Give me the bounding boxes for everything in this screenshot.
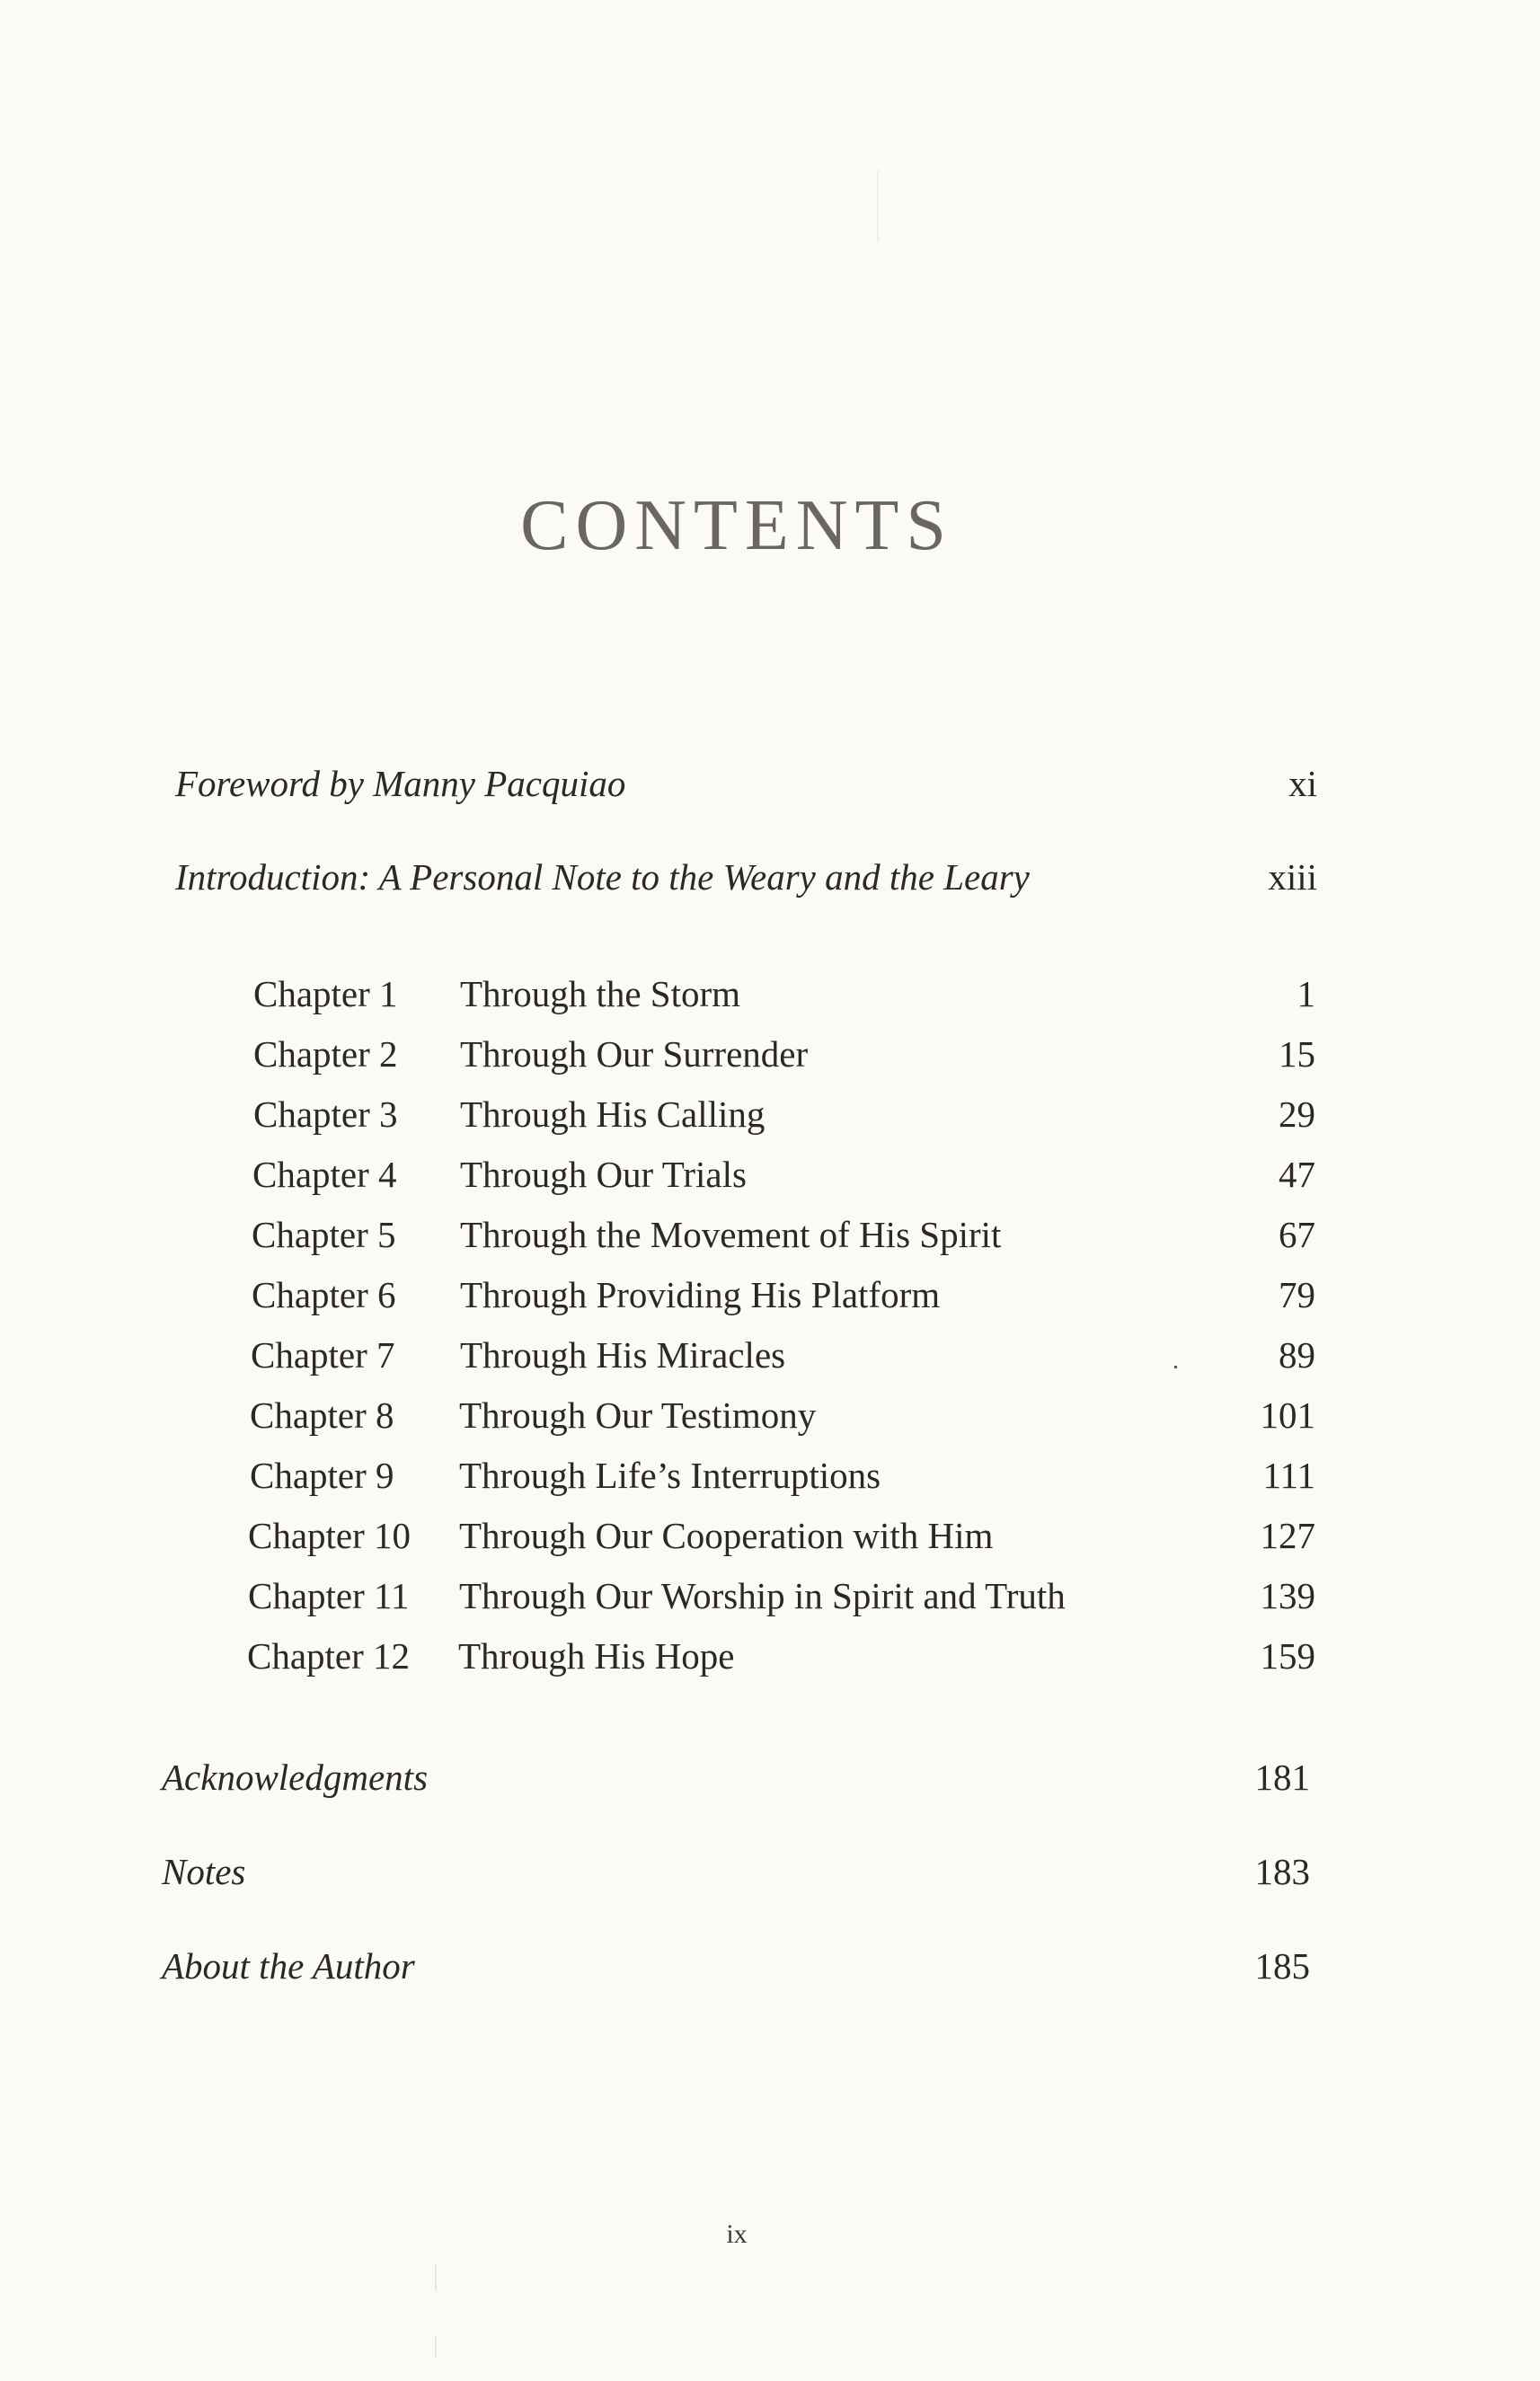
chapter-title: Through Life’s Interruptions bbox=[459, 1455, 881, 1496]
entry-page-number: xi bbox=[1288, 763, 1317, 804]
chapter-label: Chapter 7 bbox=[251, 1334, 395, 1376]
entry-page-number: 183 bbox=[1254, 1851, 1310, 1892]
chapter-label: Chapter 5 bbox=[252, 1214, 396, 1255]
chapter-label: Chapter 10 bbox=[248, 1515, 412, 1556]
chapter-page-number: 15 bbox=[1279, 1033, 1315, 1075]
chapter-label: Chapter 8 bbox=[250, 1394, 394, 1436]
chapter-page-number: 79 bbox=[1279, 1274, 1315, 1315]
toc-entry-foreword bbox=[0, 762, 1540, 816]
page-number: ix bbox=[726, 2219, 748, 2249]
chapter-label: Chapter 2 bbox=[253, 1033, 398, 1075]
chapter-page-number: 89 bbox=[1279, 1334, 1315, 1376]
chapter-label: Chapter 12 bbox=[247, 1635, 411, 1677]
toc-entry-acknowledgments bbox=[0, 1756, 1540, 1810]
entry-page-number: 185 bbox=[1254, 1945, 1310, 1987]
entry-page-number: 181 bbox=[1254, 1757, 1310, 1798]
chapter-page-number: 111 bbox=[1262, 1455, 1315, 1496]
chapter-page-number: 29 bbox=[1279, 1093, 1315, 1135]
toc-chapter-row bbox=[0, 1093, 1540, 1148]
chapter-page-number: 127 bbox=[1260, 1515, 1315, 1556]
entry-title: Notes bbox=[162, 1851, 246, 1892]
chapter-title: Through Our Trials bbox=[460, 1154, 747, 1195]
toc-chapter-row bbox=[0, 1454, 1540, 1509]
toc-chapter-row bbox=[0, 1394, 1540, 1449]
chapter-label: Chapter 4 bbox=[252, 1154, 397, 1195]
toc-chapter-row bbox=[0, 1273, 1540, 1329]
toc-chapter-row bbox=[0, 1032, 1540, 1088]
chapter-page-number: 101 bbox=[1260, 1394, 1315, 1436]
chapter-title: Through the Storm bbox=[460, 973, 741, 1014]
entry-title: Foreword by Manny Pacquiao bbox=[175, 763, 626, 804]
toc-chapter-row bbox=[0, 1634, 1540, 1690]
chapter-title: Through His Calling bbox=[460, 1093, 766, 1135]
chapter-title: Through His Hope bbox=[458, 1635, 735, 1677]
entry-title: Acknowledgments bbox=[162, 1757, 429, 1798]
chapter-title: Through His Miracles bbox=[460, 1334, 786, 1376]
toc-entry-introduction bbox=[0, 855, 1540, 909]
chapter-label: Chapter 3 bbox=[253, 1093, 398, 1135]
toc-entry-notes bbox=[0, 1850, 1540, 1904]
scan-mark bbox=[435, 2264, 437, 2291]
chapter-label: Chapter 1 bbox=[253, 973, 398, 1014]
scan-mark bbox=[435, 2336, 437, 2359]
chapter-page-number: 139 bbox=[1260, 1575, 1315, 1616]
toc-entry-about-the-author bbox=[0, 1944, 1540, 1998]
chapter-title: Through Our Worship in Spirit and Truth bbox=[459, 1575, 1066, 1616]
chapter-label: Chapter 6 bbox=[252, 1274, 396, 1315]
chapter-title: Through the Movement of His Spirit bbox=[460, 1214, 1002, 1255]
toc-chapter-row bbox=[0, 1213, 1540, 1269]
chapter-label: Chapter 11 bbox=[248, 1575, 410, 1616]
chapter-page-number: 67 bbox=[1279, 1214, 1315, 1255]
chapter-title: Through Our Surrender bbox=[460, 1033, 809, 1075]
toc-chapter-row bbox=[0, 1574, 1540, 1630]
chapter-title: Through Providing His Platform bbox=[460, 1274, 941, 1315]
page-title: CONTENTS bbox=[520, 486, 953, 565]
toc-chapter-row bbox=[0, 1514, 1540, 1570]
entry-page-number: xiii bbox=[1268, 856, 1317, 898]
scan-mark bbox=[877, 171, 879, 243]
scan-mark bbox=[1174, 1366, 1177, 1368]
chapter-page-number: 1 bbox=[1297, 973, 1315, 1014]
chapter-title: Through Our Cooperation with Him bbox=[459, 1515, 994, 1556]
toc-chapter-row bbox=[0, 1333, 1540, 1389]
chapter-page-number: 159 bbox=[1260, 1635, 1315, 1677]
toc-chapter-row bbox=[0, 972, 1540, 1028]
entry-title: Introduction: A Personal Note to the Weary and the Leary bbox=[175, 856, 1030, 898]
chapter-title: Through Our Testimony bbox=[459, 1394, 817, 1436]
entry-title: About the Author bbox=[162, 1945, 415, 1987]
chapter-label: Chapter 9 bbox=[250, 1455, 394, 1496]
chapter-page-number: 47 bbox=[1279, 1154, 1315, 1195]
toc-chapter-row bbox=[0, 1153, 1540, 1208]
